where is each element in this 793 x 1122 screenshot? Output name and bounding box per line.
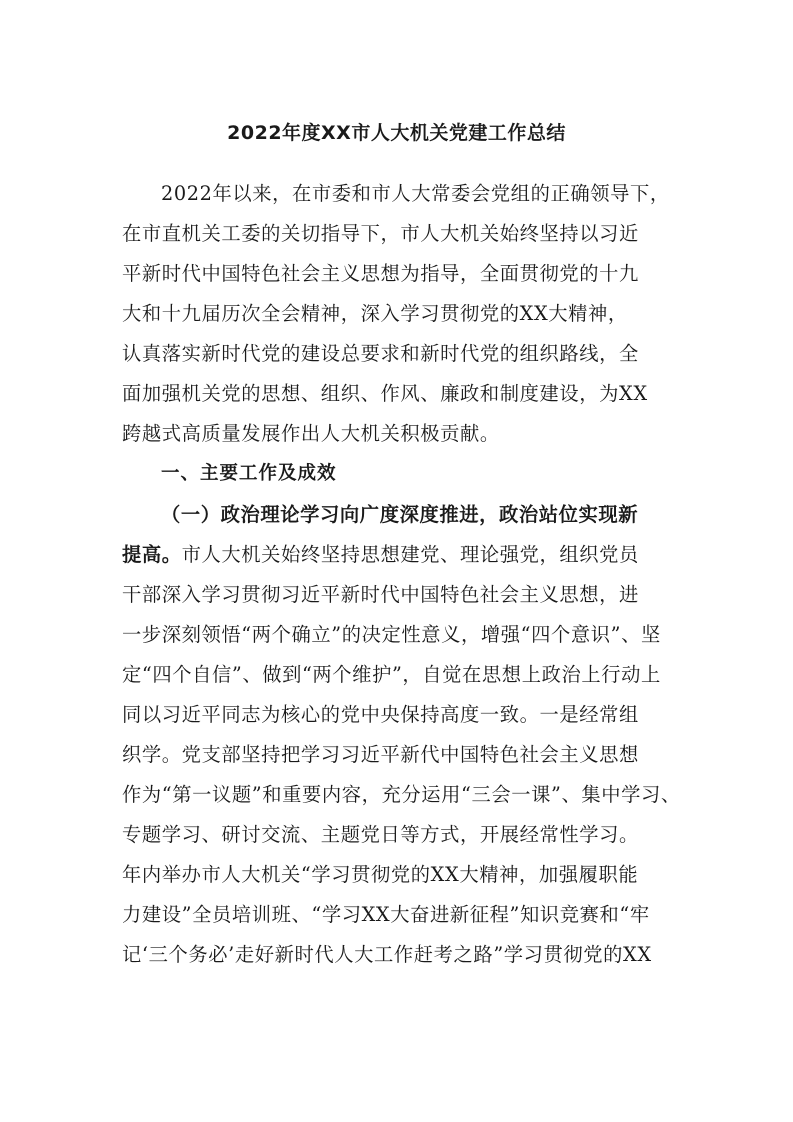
paragraph-line: 在市直机关工委的关切指导下，市人大机关始终坚持以习近: [122, 222, 639, 245]
paragraph-line: 平新时代中国特色社会主义思想为指导，全面贯彻党的十九: [122, 262, 639, 285]
paragraph-line: 力建设”全员培训班、“学习XX大奋进新征程”知识竞赛和“牢: [122, 903, 650, 926]
paragraph-line: 定“四个自信”、做到“两个维护”，自觉在思想上政治上行动上: [122, 663, 661, 686]
paragraph-line: 认真落实新时代党的建设总要求和新时代党的组织路线，全: [122, 342, 639, 365]
section-heading: 一、主要工作及成效: [161, 463, 337, 484]
paragraph-line: 面加强机关党的思想、组织、作风、廉政和制度建设，为XX: [122, 382, 648, 405]
paragraph-line: 干部深入学习贯彻习近平新时代中国特色社会主义思想，进: [122, 583, 639, 606]
subsection-heading-end: 提高。: [122, 543, 182, 566]
document-title: 2022年度XX市人大机关党建工作总结: [227, 122, 566, 144]
paragraph-line: 专题学习、研讨交流、主题党日等方式，开展经常性学习。: [122, 823, 639, 846]
paragraph-line: 2022年以来，在市委和市人大常委会党组的正确领导下，: [161, 182, 670, 205]
paragraph-line: 年内举办市人大机关“学习贯彻党的XX大精神，加强履职能: [122, 863, 639, 886]
paragraph-line: 一步深刻领悟“两个确立”的决定性意义，增强“四个意识”、坚: [122, 623, 661, 646]
paragraph-line: 跨越式高质量发展作出人大机关积极贡献。: [122, 422, 500, 445]
paragraph-line: 大和十九届历次全会精神，深入学习贯彻党的XX大精神，: [122, 302, 628, 325]
paragraph-line: 记‘三个务必’走好新时代人大工作赶考之路”学习贯彻党的XX: [122, 943, 652, 966]
paragraph-line: [122, 535, 682, 575]
paragraph-line: 同以习近平同志为核心的党中央保持高度一致。一是经常组: [122, 703, 639, 726]
paragraph-line: 织学。党支部坚持把学习习近平新代中国特色社会主义思想: [122, 743, 639, 766]
paragraph-line: 作为“第一议题”和重要内容，充分运用“三会一课”、集中学习、: [122, 783, 681, 806]
subsection-heading: （一）政治理论学习向广度深度推进，政治站位实现新: [161, 503, 639, 526]
paragraph-text: 市人大机关始终坚持思想建党、理论强党，组织党员: [181, 543, 639, 566]
